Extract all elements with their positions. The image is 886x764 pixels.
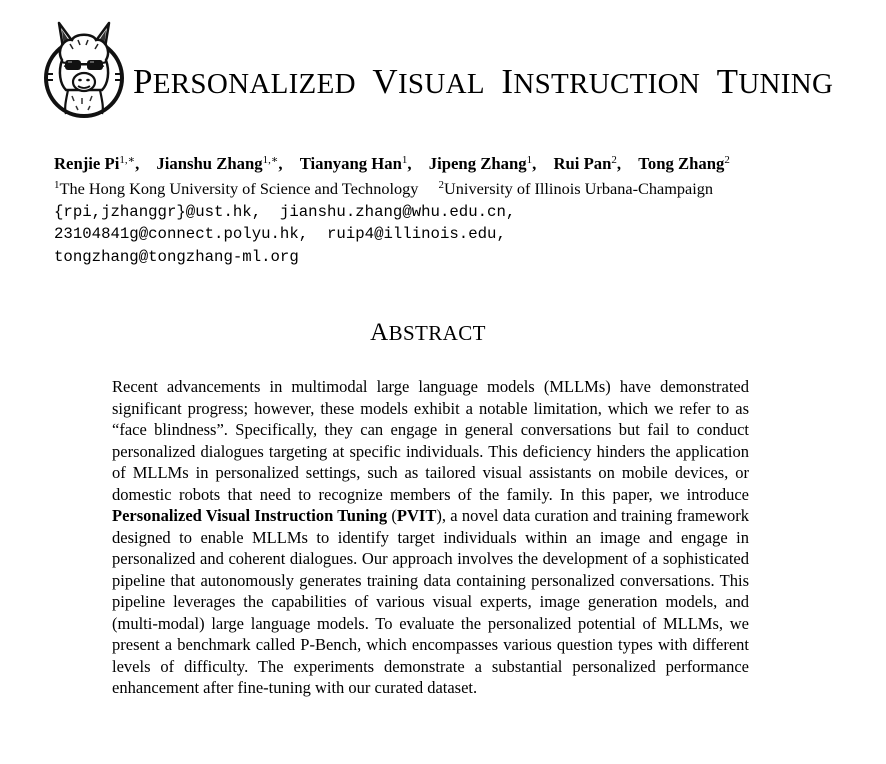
author: Jipeng Zhang$^1$, <box>428 154 537 173</box>
title-word: INSTRUCTION <box>501 62 701 101</box>
email-line: tongzhang@tongzhang-ml.org <box>54 247 299 266</box>
paper-title <box>133 64 842 102</box>
abstract-bold-term: Personalized Visual Instruction Tuning <box>112 506 388 525</box>
title-word: TUNING <box>716 62 834 101</box>
llama-logo-icon <box>42 20 126 124</box>
abstract-bold-acronym: PVIT <box>396 506 437 525</box>
author: Tong Zhang$^2$ <box>638 154 730 173</box>
affiliation-list <box>54 178 874 200</box>
author: Rui Pan$^2$, <box>553 154 622 173</box>
email-line: {rpi,jzhanggr}@ust.hk, jianshu.zhang@whu.edu.cn, <box>54 203 516 221</box>
affiliation: $^2$University of Illinois Urbana-Champaign <box>438 179 714 198</box>
affiliation: $^1$The Hong Kong University of Science and Technology <box>54 179 419 198</box>
author: Jianshu Zhang$^{1,∗}$, <box>156 154 283 173</box>
abstract-heading: ABSTRACT <box>370 319 486 346</box>
abstract-text: Recent advancements in multimodal large language models (MLLMs) have demonstrated significant progress; however, these models exhibit a notable limitation, which we refer to as “face blindness”. Specifically, they can engage in general conversations but fail to conduct personalized dialogues targeting at specific individuals. This deficiency hinders the application of MLLMs in personalized settings, such as tailored visual assistants on mobile devices, or domestic robots that need to recognize members of the family. In this paper, we introduce Personalized Visual Instruction Tuning (PVIT), a novel data curation and training framework designed to enable MLLMs to identify target individuals within an image and engage in personalized and coherent dialogues. Our approach involves the development of a sophisticated pipeline that autonomously generates training data containing personalized conversations. This pipeline leverages the capabilities of various visual experts, image generation models, and (multi-modal) large language models. To evaluate the personalized potential of MLLMs, we present a benchmark called P-Bench, which encompasses various question types with different levels of difficulty. The experiments demonstrate a substantial personalized performance enhancement after fine-tuning with our curated dataset. <box>112 377 750 697</box>
author: Tianyang Han$^1$, <box>299 154 412 173</box>
author: Renjie $Pi^{1,∗}$, <box>54 154 140 173</box>
author-emails <box>54 201 874 268</box>
title-word: VISUAL <box>372 62 485 101</box>
email-line: 23104841g@connect.polyu.hk, ruip4@illinois.edu, <box>54 225 506 244</box>
author-list <box>54 153 854 175</box>
title-word: PERSONALIZED <box>133 62 356 101</box>
